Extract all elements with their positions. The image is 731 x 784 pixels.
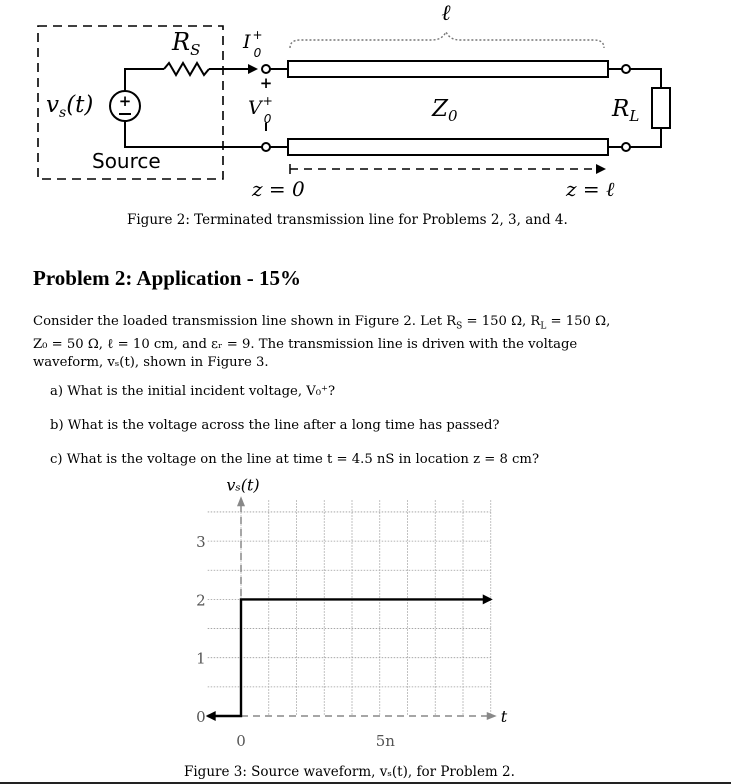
y-tick-label: 2 <box>196 591 206 610</box>
y-tick-label: 0 <box>196 708 206 726</box>
tline-bottom-conductor <box>288 139 608 155</box>
ell-label: ℓ <box>441 1 451 26</box>
current-arrow <box>248 64 258 74</box>
body-line-2: Z₀ = 50 Ω, ℓ = 10 cm, and εᵣ = 9. The transmission line is driven with the voltage <box>33 336 578 352</box>
svg-text:+: + <box>259 74 273 92</box>
series-arrow-left <box>206 711 216 721</box>
x-axis-arrow <box>487 712 497 720</box>
question-a: a) What is the initial incident voltage, V₀⁺? <box>50 384 336 399</box>
figure3-chart <box>0 470 731 760</box>
problem-body <box>33 313 610 372</box>
vs-label: $v_s(t)$ <box>46 92 94 121</box>
svg-text:+: + <box>118 92 132 110</box>
question-c: c) What is the voltage on the line at time t = 4.5 nS in location z = 8 cm? <box>50 452 540 467</box>
problem-heading: Problem 2: Application - 15% <box>33 266 301 290</box>
i0-label: I + 0 <box>243 28 263 60</box>
chart-ylabel: vₛ(t) <box>226 475 260 495</box>
source-label: Source <box>92 149 161 173</box>
rl-resistor <box>652 88 670 128</box>
y-axis-arrow <box>237 496 245 506</box>
figure2-circuit <box>0 0 731 205</box>
figure2-caption: Figure 2: Terminated transmission line for Problems 2, 3, and 4. <box>127 212 568 228</box>
chart-axes <box>237 496 497 720</box>
rs-resistor <box>164 63 209 75</box>
y-tick-label: 3 <box>196 533 206 552</box>
source-top-wire <box>125 69 164 91</box>
x-tick-label: 5n <box>375 732 395 750</box>
chart-grid <box>208 500 491 716</box>
body-line-3: waveform, vₛ(t), shown in Figure 3. <box>33 354 269 370</box>
terminal-top <box>262 65 270 73</box>
rl-label: $R_L$ <box>612 96 640 125</box>
source-bottom-wire <box>125 121 262 147</box>
z0-label: $Z_0$ <box>432 96 458 125</box>
v0-label: V+ 0 <box>248 94 273 126</box>
rs-label: $R_S$ <box>172 28 201 59</box>
chart-ticks <box>196 533 395 750</box>
body-line-1: Consider the loaded transmission line shown in Figure 2. Let $R_S = 150$ Ω, $R_L = 150$ Ω, <box>33 314 611 332</box>
question-b: b) What is the voltage across the line after a long time has passed? <box>50 418 500 433</box>
z-end-label: z = ℓ <box>566 177 615 201</box>
x-tick-label: 0 <box>236 732 246 750</box>
series-arrow-right <box>483 594 493 604</box>
tline-top-conductor <box>288 61 608 77</box>
length-brace <box>290 32 604 48</box>
figure3-caption: Figure 3: Source waveform, vₛ(t), for Problem 2. <box>184 764 515 780</box>
terminal-bottom <box>262 143 270 151</box>
chart-xlabel: t <box>500 707 508 726</box>
y-tick-label: 1 <box>196 649 206 668</box>
z-start-label: z = 0 <box>252 177 305 201</box>
